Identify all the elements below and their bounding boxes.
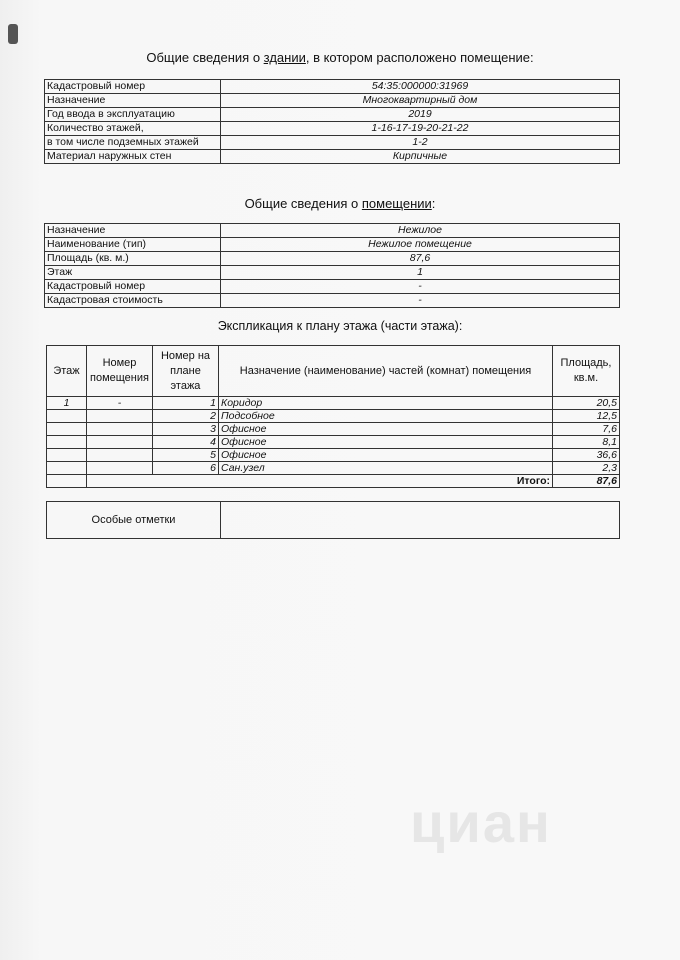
notes-label: Особые отметки — [47, 502, 221, 539]
table-row: в том числе подземных этажей 1-2 — [45, 136, 620, 150]
total-value: 87,6 — [553, 475, 620, 488]
table-row: 5 Офисное 36,6 — [47, 449, 620, 462]
explication-heading: Экспликация к плану этажа (части этажа): — [217, 319, 463, 333]
header-plan-number: Номер на плане этажа — [153, 346, 219, 397]
explication-table — [46, 345, 620, 488]
table-row: Материал наружных стен Кирпичные — [45, 150, 620, 164]
notes-table — [46, 501, 620, 539]
building-heading: Общие сведения о здании, в котором расположено помещение: — [146, 50, 534, 65]
table-row: Назначение Многоквартирный дом — [45, 94, 620, 108]
table-row: 3 Офисное 7,6 — [47, 423, 620, 436]
total-label: Итого: — [87, 475, 553, 488]
building-table — [44, 79, 620, 164]
table-row: Количество этажей, 1-16-17-19-20-21-22 — [45, 122, 620, 136]
premises-table — [44, 223, 620, 308]
header-room-number: Номер помещения — [87, 346, 153, 397]
table-row: Назначение Нежилое — [45, 224, 620, 238]
total-row — [47, 475, 620, 488]
table-row: Площадь (кв. м.) 87,6 — [45, 252, 620, 266]
notes-value — [221, 502, 620, 539]
table-row: 6 Сан.узел 2,3 — [47, 462, 620, 475]
header-purpose: Назначение (наименование) частей (комнат) помещения — [219, 346, 553, 397]
table-row: 4 Офисное 8,1 — [47, 436, 620, 449]
table-row: Кадастровая стоимость - — [45, 294, 620, 308]
table-row: Этаж 1 — [45, 266, 620, 280]
header-area: Площадь, кв.м. — [553, 346, 620, 397]
table-row: 1 - 1 Коридор 20,5 — [47, 397, 620, 410]
table-row: Кадастровый номер 54:35:000000:31969 — [45, 80, 620, 94]
table-row: Год ввода в эксплуатацию 2019 — [45, 108, 620, 122]
premises-heading: Общие сведения о помещении: — [244, 196, 436, 211]
scan-mark — [8, 24, 18, 44]
watermark-logo: циан — [410, 791, 552, 854]
table-row: 2 Подсобное 12,5 — [47, 410, 620, 423]
table-row: Кадастровый номер - — [45, 280, 620, 294]
table-header-row — [47, 346, 620, 397]
header-floor: Этаж — [47, 346, 87, 397]
table-row: Наименование (тип) Нежилое помещение — [45, 238, 620, 252]
